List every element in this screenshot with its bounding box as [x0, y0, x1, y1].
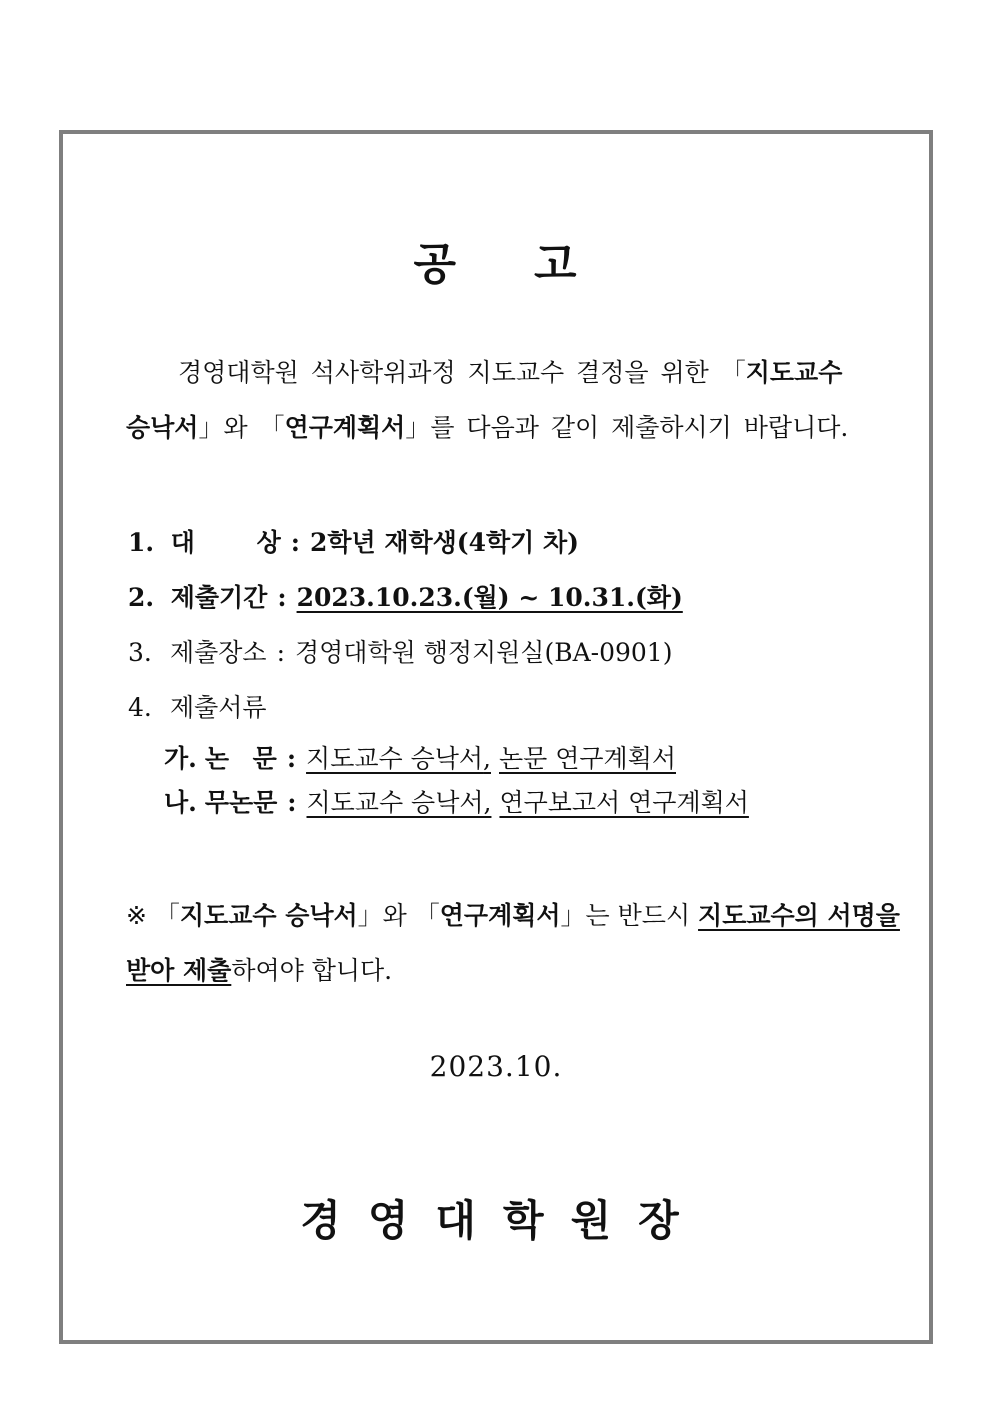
item-label-part-a: 대 [170, 528, 195, 557]
title-char-2: 고 [534, 239, 579, 290]
intro-bold-advisor: 지도교수 [745, 358, 843, 387]
subitem-label: 무논문 [204, 788, 278, 817]
note-paragraph [126, 888, 900, 998]
subitem-thesis [164, 741, 676, 777]
item-number: 2. [128, 583, 155, 612]
title-char-1: 공 [413, 239, 458, 290]
item-value: 2023.10.23.(월) ~ 10.31.(화) [296, 583, 683, 612]
note-mid-1: 」와 「 [357, 901, 440, 930]
item-colon: : [277, 583, 287, 612]
note-underline-signature: 지도교수의 서명을 [698, 901, 900, 930]
subitem-label-part-b: 문 [252, 744, 277, 773]
subitem-separator: , [483, 788, 492, 817]
item-period [128, 580, 683, 616]
item-colon: : [290, 528, 300, 557]
subitem-value-2: 연구보고서 연구계획서 [499, 788, 749, 817]
note-line-1 [126, 888, 900, 943]
subitem-label-part-a: 논 [204, 744, 229, 773]
item-colon: : [276, 638, 285, 667]
note-line-2 [126, 943, 871, 998]
intro-bold-plan: 연구계획서 [284, 413, 406, 442]
subitem-colon: : [287, 788, 297, 817]
intro-text: 경영대학원 석사학위과정 지도교수 결정을 위한 「 [178, 358, 746, 387]
notice-signer: 경영대학원장 [300, 1196, 706, 1245]
subitem-number: 가. [164, 744, 197, 773]
notice-date: 2023.10. [429, 1050, 563, 1083]
subitem-number: 나. [164, 788, 197, 817]
item-number: 4. [128, 693, 152, 722]
item-target [128, 525, 579, 561]
subitem-value-1: 지도교수 승낙서 [306, 744, 484, 773]
intro-bold-consent: 승낙서 [126, 413, 199, 442]
subitem-label [205, 741, 277, 777]
note-mark: ※ 「 [126, 901, 180, 930]
intro-end: 」를 다음과 같이 제출하시기 바랍니다. [405, 413, 849, 442]
subitem-value-1: 지도교수 승낙서 [306, 788, 484, 817]
subitem-non-thesis [164, 785, 749, 821]
item-label: 제출서류 [169, 693, 267, 722]
item-label: 제출장소 [169, 638, 267, 667]
intro-line-1 [126, 345, 868, 400]
item-label: 제출기간 [170, 583, 268, 612]
note-bold-plan: 연구계획서 [439, 901, 561, 930]
intro-mid: 」와 「 [198, 413, 285, 442]
item-value: 경영대학원 행정지원실(BA-0901) [295, 638, 673, 667]
item-documents [128, 690, 267, 726]
item-label-part-b: 상 [256, 528, 281, 557]
subitem-value-2: 논문 연구계획서 [499, 744, 676, 773]
subitem-separator: , [483, 744, 491, 773]
note-underline-submit: 받아 제출 [126, 956, 232, 985]
note-bold-consent: 지도교수 승낙서 [179, 901, 358, 930]
item-value: 2학년 재학생(4학기 차) [309, 528, 580, 557]
subitem-colon: : [286, 744, 297, 773]
item-number: 3. [128, 638, 152, 667]
note-mid-2: 」는 반드시 [560, 901, 699, 930]
item-number: 1. [128, 528, 155, 557]
notice-border [59, 130, 933, 1344]
item-label [171, 525, 281, 561]
item-place [128, 635, 672, 671]
intro-paragraph [126, 345, 868, 455]
note-end: 하여야 합니다. [231, 956, 393, 985]
intro-line-2 [126, 400, 868, 455]
notice-title [0, 228, 992, 292]
